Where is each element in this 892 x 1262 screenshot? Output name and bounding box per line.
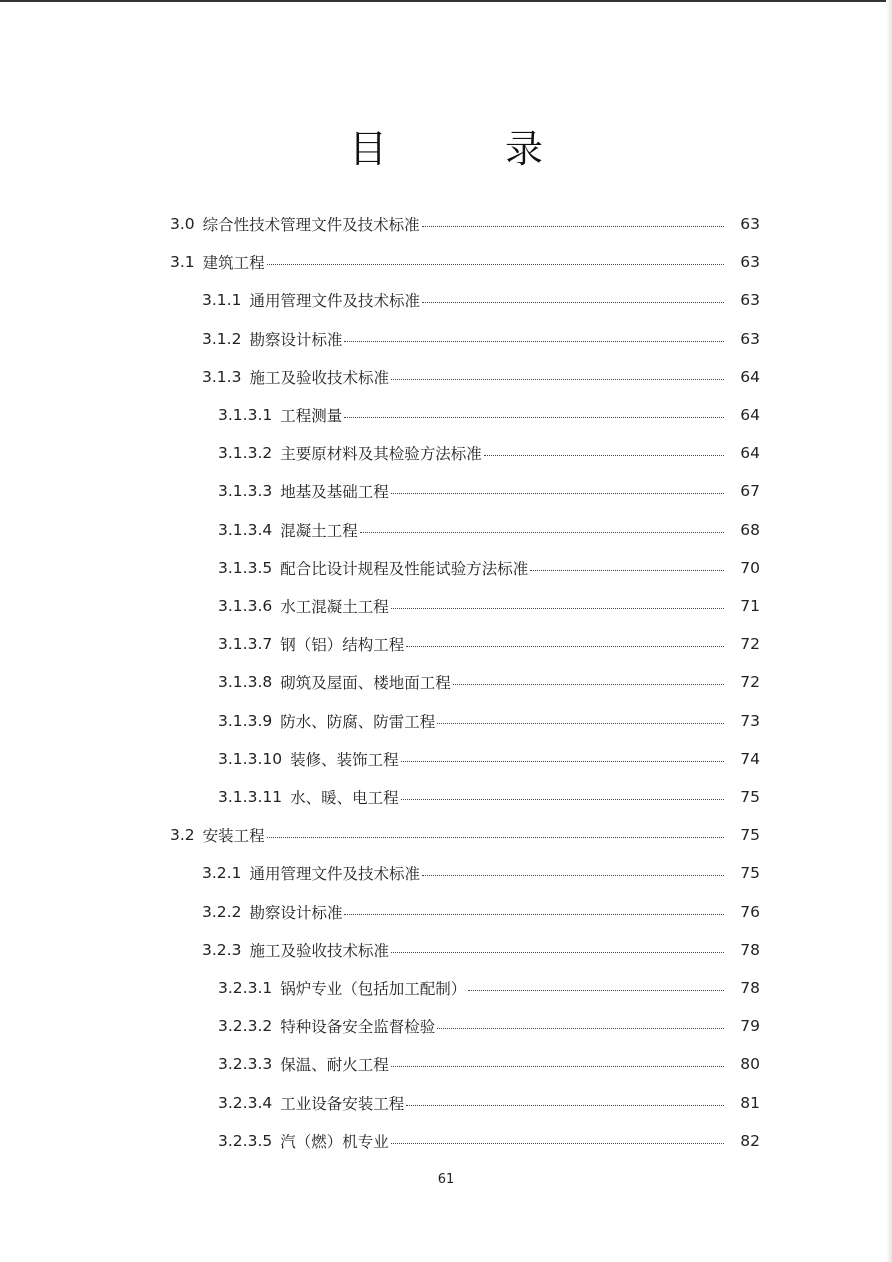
toc-entry-page: 73: [740, 711, 760, 730]
toc-entry-label: 施工及验收技术标准: [249, 368, 389, 387]
toc-entry[interactable]: [170, 205, 760, 243]
toc-entry-label: 配合比设计规程及性能试验方法标准: [280, 559, 529, 578]
toc-entry-number: 3.2.3.4: [218, 1093, 273, 1112]
toc-entry-label: 工业设备安装工程: [280, 1094, 405, 1113]
toc-entry-label: 建筑工程: [202, 254, 265, 273]
toc-entry-label: 通用管理文件及技术标准: [249, 865, 420, 884]
toc-entry-number: 3.1.3: [202, 367, 242, 386]
toc-entry[interactable]: [218, 1122, 760, 1160]
toc-entry-number: 3.1.3.2: [218, 444, 273, 463]
toc-entry-page: 71: [740, 597, 760, 615]
toc-entry[interactable]: [218, 702, 760, 740]
toc-entry-page: 81: [740, 1093, 760, 1112]
toc-dot-leader: [267, 263, 724, 265]
toc-dot-leader: [437, 722, 724, 724]
toc-entry[interactable]: [218, 587, 760, 625]
toc-entry-page: 82: [740, 1131, 760, 1150]
toc-entry-number: 3.1.3.11: [218, 788, 283, 806]
toc-entry-page: 75: [740, 788, 760, 806]
toc-entry[interactable]: [202, 893, 760, 931]
toc-entry-number: 3.1.2: [202, 329, 242, 348]
toc-entry-page: 64: [740, 444, 760, 463]
toc-entry-page: 78: [740, 940, 760, 959]
toc-entry-page: 68: [740, 520, 760, 539]
toc-dot-leader: [267, 836, 724, 838]
toc-entry-label: 水、暖、电工程: [290, 789, 399, 807]
toc-entry[interactable]: [218, 625, 760, 663]
toc-entry-number: 3.2.2: [202, 902, 242, 921]
top-border-line: [0, 0, 892, 2]
toc-entry-label: 综合性技术管理文件及技术标准: [202, 216, 420, 234]
toc-entry-page: 79: [740, 1017, 760, 1036]
toc-entry[interactable]: [170, 816, 760, 854]
toc-entry-label: 勘察设计标准: [249, 903, 343, 922]
toc-dot-leader: [344, 913, 724, 915]
toc-dot-leader: [422, 301, 724, 303]
toc-entry[interactable]: [218, 663, 760, 701]
toc-entry[interactable]: [202, 931, 760, 969]
toc-entry[interactable]: [218, 472, 760, 510]
toc-entry-label: 安装工程: [202, 827, 265, 846]
toc-dot-leader: [344, 416, 724, 418]
toc-entry-label: 锅炉专业（包括加工配制）: [280, 980, 467, 998]
toc-entry-page: 75: [740, 864, 760, 883]
toc-entry-number: 3.1.3.5: [218, 558, 273, 577]
toc-entry[interactable]: [202, 358, 760, 396]
toc-entry-number: 3.1.3.4: [218, 520, 273, 539]
toc-entry-label: 保温、耐火工程: [280, 1056, 389, 1075]
page-number: 61: [437, 1172, 455, 1187]
toc-entry[interactable]: [202, 281, 760, 319]
toc-entry-page: 67: [740, 482, 760, 501]
toc-entry[interactable]: [218, 434, 760, 472]
page-edge-shadow: [886, 0, 892, 1262]
toc-entry-number: 3.2.3.2: [218, 1017, 273, 1036]
toc-entry-page: 63: [740, 253, 760, 272]
toc-entry-page: 72: [740, 635, 760, 654]
toc-entry[interactable]: [218, 1007, 760, 1045]
toc-dot-leader: [422, 874, 724, 876]
toc-entry-label: 砌筑及屋面、楼地面工程: [280, 674, 451, 693]
toc-dot-leader: [401, 798, 724, 800]
toc-entry[interactable]: [218, 1045, 760, 1083]
toc-dot-leader: [484, 454, 724, 456]
toc-entry-number: 3.1.1: [202, 291, 242, 310]
toc-entry[interactable]: [170, 243, 760, 281]
toc-entry-page: 70: [740, 558, 760, 577]
toc-dot-leader: [391, 951, 724, 953]
toc-entry-page: 75: [740, 826, 760, 845]
toc-entry-label: 防水、防腐、防雷工程: [280, 712, 436, 731]
toc-entry-label: 水工混凝土工程: [280, 598, 389, 616]
toc-dot-leader: [391, 378, 724, 380]
toc-entry-page: 74: [740, 749, 760, 768]
toc-entry-number: 3.2.3: [202, 940, 242, 959]
toc-dot-leader: [406, 1104, 724, 1106]
toc-entry[interactable]: [218, 511, 760, 549]
toc-dot-leader: [406, 645, 724, 647]
toc-entry-number: 3.1.3.9: [218, 711, 273, 730]
toc-entry-number: 3.1.3.8: [218, 673, 273, 692]
toc-entry-label: 地基及基础工程: [280, 483, 389, 502]
toc-entry-page: 76: [740, 902, 760, 921]
toc-entry-number: 3.1.3.1: [218, 406, 273, 424]
toc-entry-label: 施工及验收技术标准: [249, 941, 389, 960]
toc-entry-label: 装修、装饰工程: [290, 750, 399, 769]
toc-entry-number: 3.1.3.10: [218, 749, 283, 768]
toc-dot-leader: [391, 492, 724, 494]
toc-entry[interactable]: [218, 778, 760, 816]
toc-entry-page: 72: [740, 673, 760, 692]
toc-entry[interactable]: [218, 396, 760, 434]
toc-entry-page: 63: [740, 329, 760, 348]
toc-entry[interactable]: [218, 969, 760, 1007]
toc-entry-label: 钢（铝）结构工程: [280, 636, 405, 655]
toc-entry-label: 汽（燃）机专业: [280, 1132, 389, 1151]
toc-entry-number: 3.1: [170, 253, 195, 272]
toc-entry-page: 64: [740, 406, 760, 424]
toc-dot-leader: [437, 1027, 724, 1029]
page-title: 目 录: [348, 127, 583, 171]
toc-dot-leader: [468, 989, 724, 991]
toc-entry-number: 3.2.1: [202, 864, 242, 883]
toc-entry-page: 64: [740, 367, 760, 386]
toc-entry-number: 3.1.3.7: [218, 635, 273, 654]
toc-entry-number: 3.2: [170, 826, 195, 845]
toc-entry[interactable]: [218, 740, 760, 778]
toc-dot-leader: [344, 340, 724, 342]
toc-entry-page: 63: [740, 291, 760, 310]
toc-entry-number: 3.2.3.3: [218, 1055, 273, 1074]
toc-dot-leader: [453, 683, 724, 685]
toc-entry[interactable]: [218, 549, 760, 587]
toc-entry[interactable]: [202, 320, 760, 358]
toc-entry-number: 3.0: [170, 215, 195, 233]
toc-entry-label: 混凝土工程: [280, 521, 358, 540]
toc-dot-leader: [391, 1065, 724, 1067]
toc-entry[interactable]: [202, 854, 760, 892]
toc-entry-page: 63: [740, 215, 760, 233]
toc-entry-page: 80: [740, 1055, 760, 1074]
toc-entry-label: 特种设备安全监督检验: [280, 1018, 436, 1037]
toc-dot-leader: [401, 760, 724, 762]
toc-dot-leader: [360, 531, 724, 533]
toc-dot-leader: [422, 225, 724, 227]
toc-entry-number: 3.2.3.5: [218, 1131, 273, 1150]
toc-entry-page: 78: [740, 979, 760, 997]
toc-entry-label: 主要原材料及其检验方法标准: [280, 445, 482, 464]
toc-entry-label: 勘察设计标准: [249, 330, 343, 349]
toc-entry-number: 3.2.3.1: [218, 979, 273, 997]
toc-dot-leader: [530, 569, 724, 571]
toc-entry-label: 工程测量: [280, 407, 343, 425]
toc-entry-label: 通用管理文件及技术标准: [249, 292, 420, 311]
toc-dot-leader: [391, 607, 724, 609]
toc-entry-number: 3.1.3.3: [218, 482, 273, 501]
toc-entry-number: 3.1.3.6: [218, 597, 273, 615]
toc-entry[interactable]: [218, 1084, 760, 1122]
toc-dot-leader: [391, 1142, 724, 1144]
